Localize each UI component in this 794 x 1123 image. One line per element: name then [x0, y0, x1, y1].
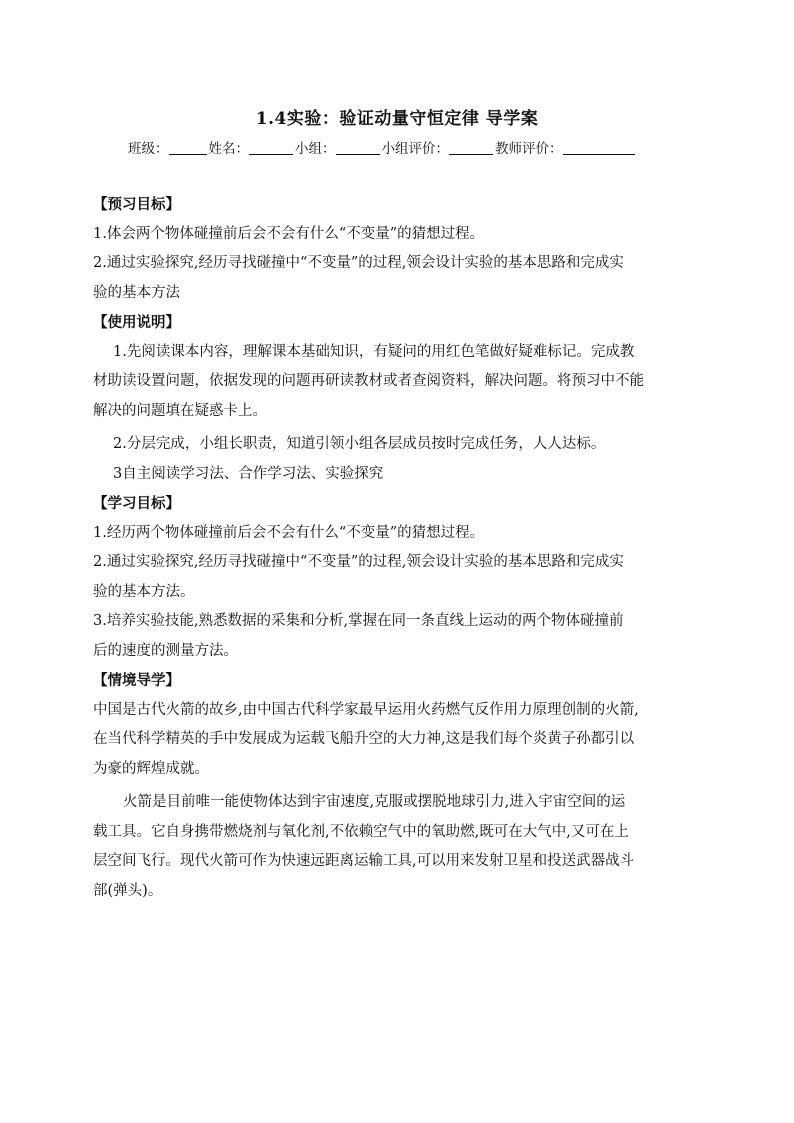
usage-line: 解决的问题填在疑惑卡上。 [93, 402, 267, 419]
class-label: 班级： [128, 141, 169, 157]
usage-line: 2.分层完成，小组长职责，知道引领小组各层成员按时完成任务，人人达标。 [113, 436, 606, 452]
section-heading-goals: 【学习目标】 [93, 495, 180, 512]
goals-line: 后的速度的测量方法。 [93, 642, 238, 659]
document-body [93, 190, 705, 906]
teacher-eval-blank [563, 141, 635, 155]
student-info-row [128, 137, 637, 157]
context-line: 为豪的辉煌成就。 [93, 760, 209, 777]
class-blank [169, 141, 207, 155]
section-heading-preview: 【预习目标】 [93, 196, 180, 213]
context-line: 载工具。它自身携带燃烧剂与氧化剂,不依赖空气中的氧助燃,既可在大气中,又可在上 [93, 823, 629, 840]
section-heading-usage: 【使用说明】 [93, 314, 180, 331]
context-line: 在当代科学精英的手中发展成为运载飞船升空的大力神,这是我们每个炎黄子孙都引以 [93, 731, 635, 747]
preview-line: 2.通过实验探究,经历寻找碰撞中“不变量”的过程,领会设计实验的基本思路和完成实 [93, 255, 624, 271]
usage-line: 材助读设置问题，依据发现的问题再研读教材或者查阅资料，解决问题。将预习中不能 [93, 373, 644, 389]
goals-line: 1.经历两个物体碰撞前后会不会有什么“不变量”的猜想过程。 [93, 524, 485, 541]
group-eval-blank [449, 141, 493, 155]
usage-line: 1.先阅读课本内容，理解课本基础知识，有疑问的用红色笔做好疑难标记。完成教 [113, 343, 635, 360]
goals-line: 验的基本方法。 [93, 583, 195, 600]
context-line: 层空间飞行。现代火箭可作为快速远距离运输工具,可以用来发射卫星和投送武器战斗 [93, 853, 635, 869]
page-title: 1.4实验：验证动量守恒定律 导学案 [255, 109, 539, 129]
preview-line: 验的基本方法 [93, 284, 180, 301]
name-label: 姓名： [208, 141, 249, 157]
teacher-eval-label: 教师评价： [495, 141, 563, 157]
group-eval-label: 小组评价： [381, 141, 449, 157]
context-line: 中国是古代火箭的故乡,由中国古代科学家最早运用火药燃气反作用力原理创制的火箭, [93, 701, 639, 718]
group-label: 小组： [295, 141, 336, 157]
context-line: 部(弹头)。 [93, 882, 163, 899]
group-blank [336, 141, 380, 155]
context-line: 火箭是目前唯一能使物体达到宇宙速度,克服或摆脱地球引力,进入宇宙空间的运 [123, 794, 626, 810]
goals-line: 3.培养实验技能,熟悉数据的采集和分析,掌握在同一条直线上运动的两个物体碰撞前 [93, 613, 624, 629]
preview-line: 1.体会两个物体碰撞前后会不会有什么“不变量”的猜想过程。 [93, 225, 485, 242]
name-blank [249, 141, 293, 155]
goals-line: 2.通过实验探究,经历寻找碰撞中“不变量”的过程,领会设计实验的基本思路和完成实 [93, 554, 624, 570]
section-heading-context: 【情境导学】 [93, 672, 180, 689]
usage-line: 3自主阅读学习法、合作学习法、实验探究 [113, 465, 384, 482]
